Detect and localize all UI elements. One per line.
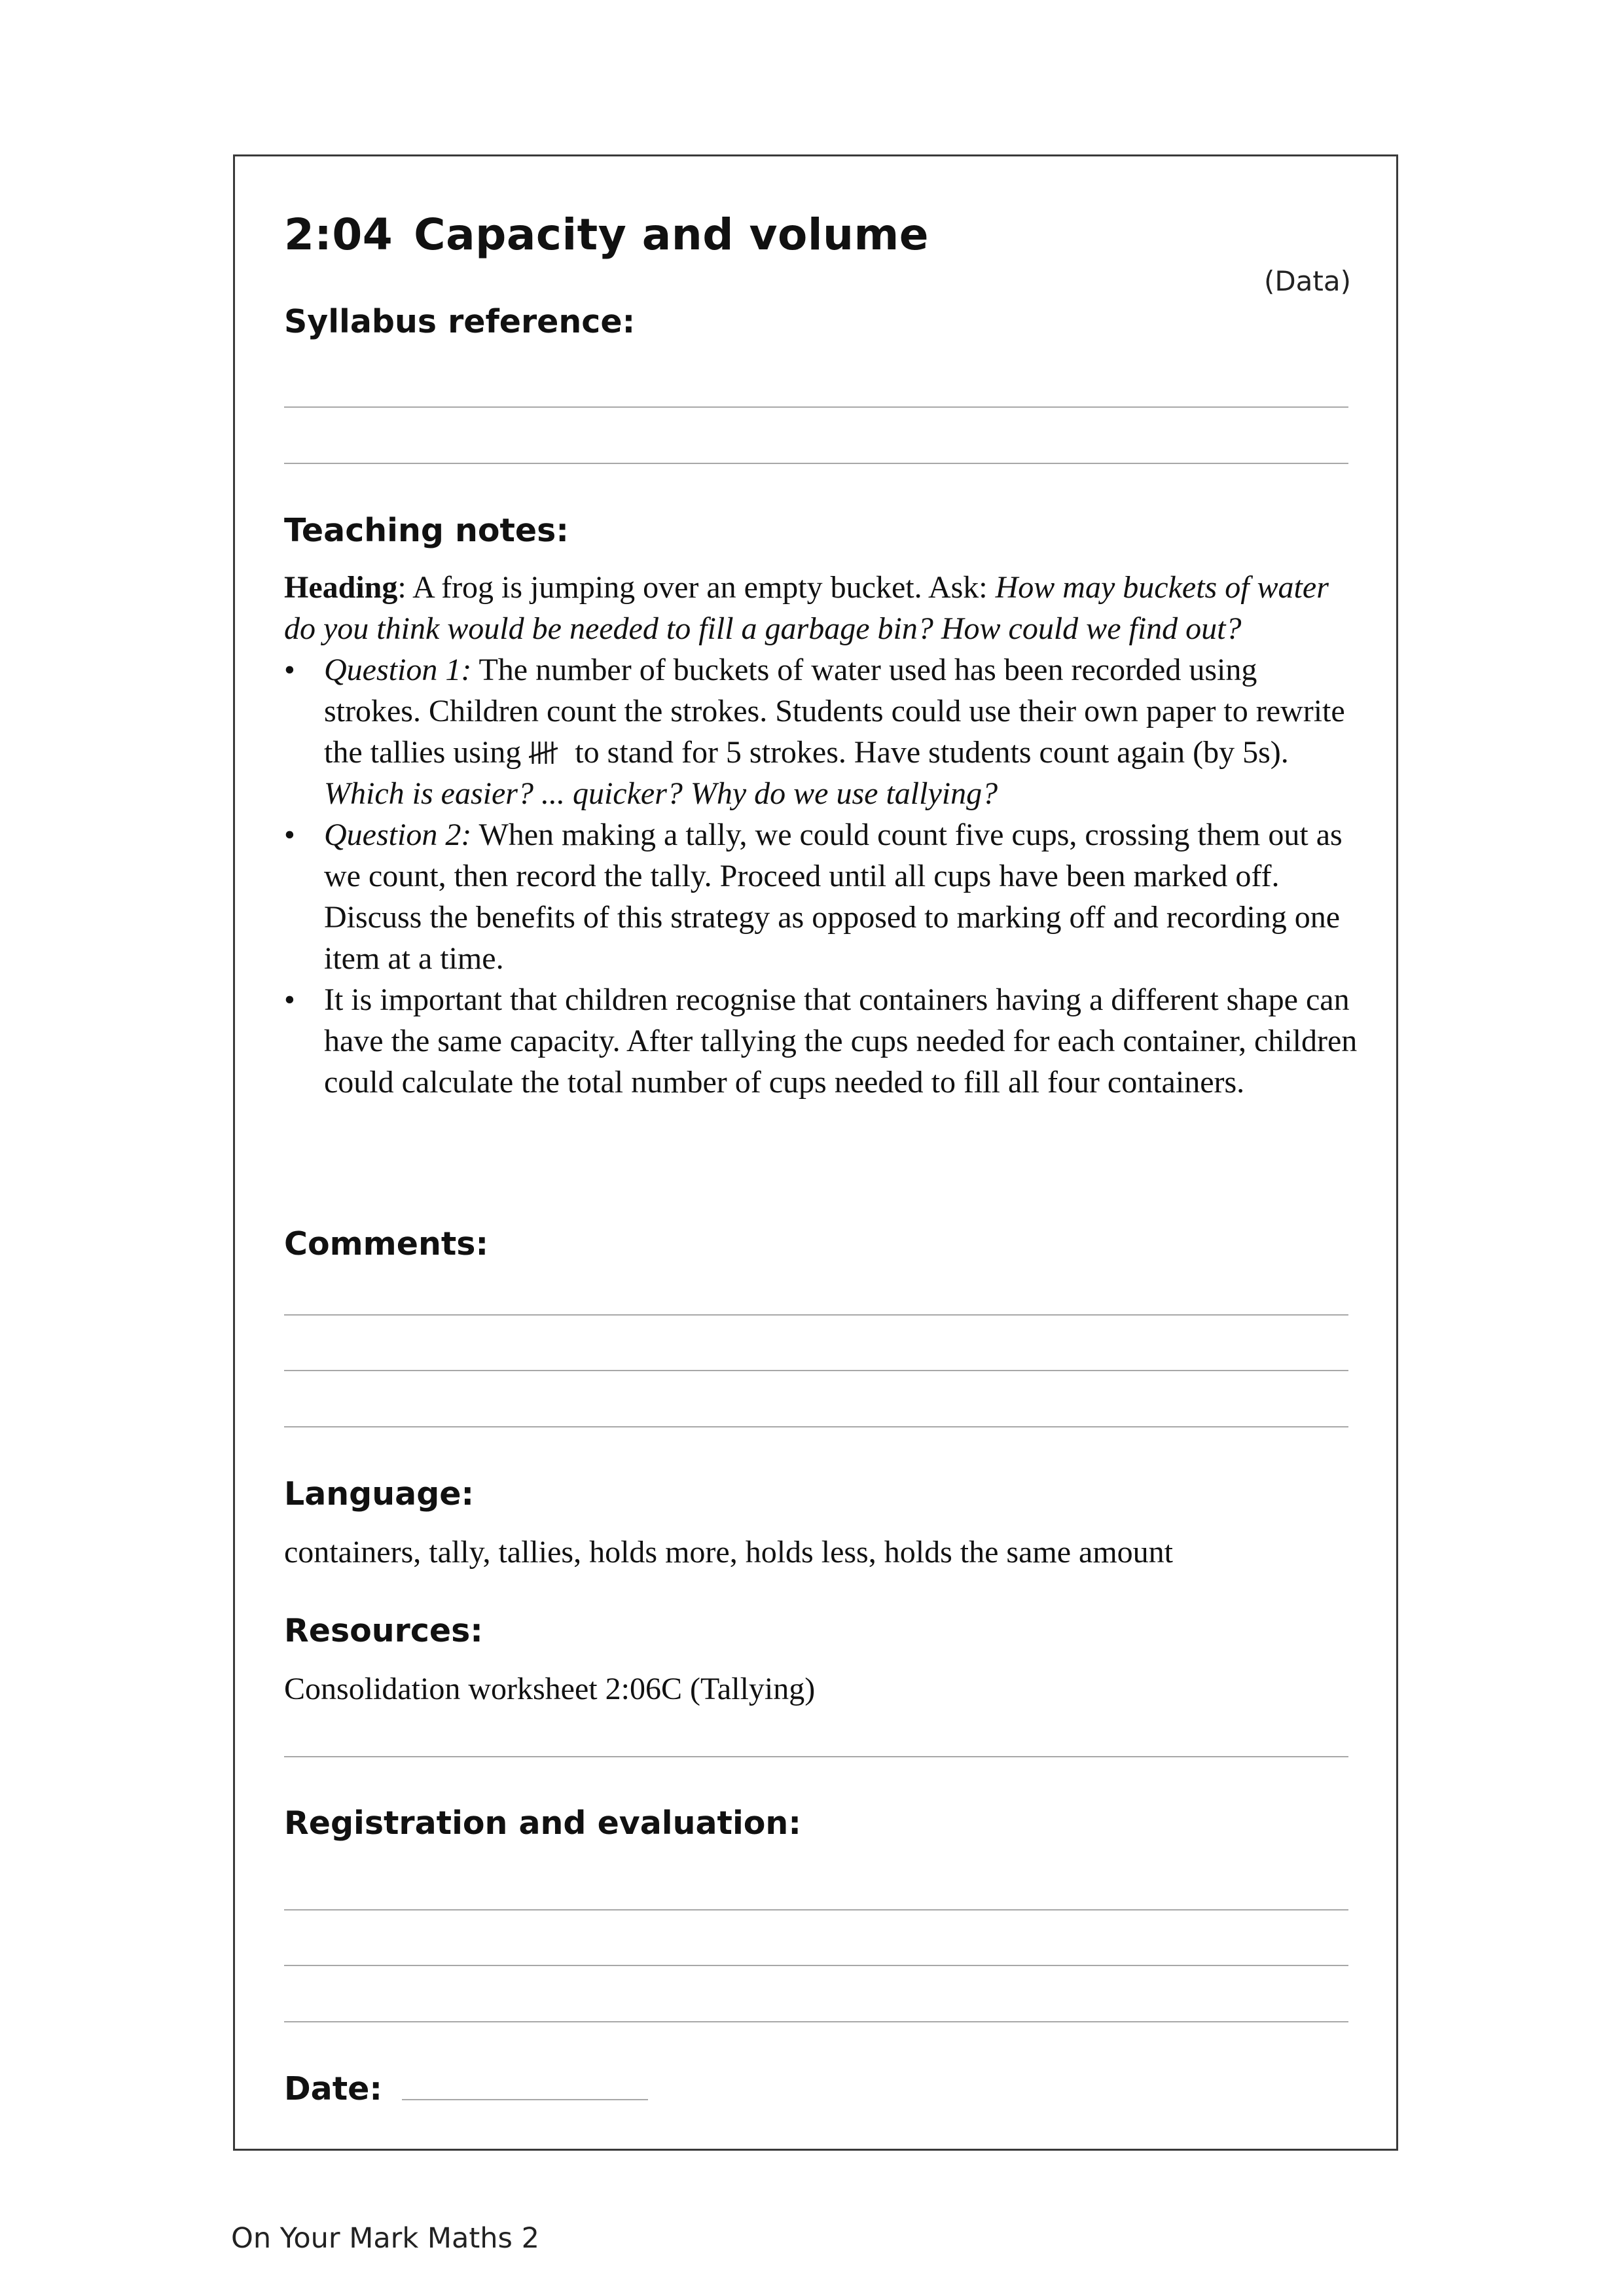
date-input-line[interactable]	[402, 2099, 648, 2100]
language-text: containers, tally, tallies, holds more, holds less, holds the same amount	[284, 1535, 1173, 1570]
teaching-notes-body	[284, 567, 1358, 1103]
question-2-label: Question 2:	[324, 817, 472, 852]
question-1-question: Which is easier? ... quicker? Why do we use tallying?	[324, 776, 998, 811]
resources-heading: Resources:	[284, 1612, 483, 1649]
lesson-title: Capacity and volume	[414, 209, 929, 260]
five-tally-icon	[529, 740, 563, 765]
strand-tag: (Data)	[1263, 265, 1351, 297]
date-label: Date:	[284, 2070, 382, 2108]
comments-heading: Comments:	[284, 1225, 489, 1263]
lesson-code: 2:04	[284, 209, 393, 260]
page-footer: On Your Mark Maths 2	[231, 2222, 539, 2255]
registration-line-3[interactable]	[284, 2021, 1348, 2022]
heading-note	[284, 567, 1358, 649]
registration-line-2[interactable]	[284, 1965, 1348, 1966]
bullet-icon: •	[284, 817, 295, 852]
capacity-note-text: It is important that children recognise that containers having a different shape can have the same capacity. After tallying the cups needed for each container, children could calculate the total number of cups needed to fill all four containers.	[324, 982, 1358, 1100]
list-item	[284, 649, 1358, 814]
list-item	[284, 814, 1358, 979]
syllabus-line-2[interactable]	[284, 463, 1348, 464]
page-frame	[233, 154, 1398, 2151]
resources-text: Consolidation worksheet 2:06C (Tallying)	[284, 1672, 816, 1706]
syllabus-heading: Syllabus reference:	[284, 303, 636, 340]
resources-line[interactable]	[284, 1756, 1348, 1757]
page-title	[284, 209, 929, 260]
bullet-icon: •	[284, 982, 295, 1017]
registration-line-1[interactable]	[284, 1909, 1348, 1910]
teaching-notes-heading: Teaching notes:	[284, 512, 569, 549]
bullet-icon: •	[284, 653, 295, 687]
comments-line-2[interactable]	[284, 1370, 1348, 1371]
question-1-text-b: to stand for 5 strokes. Have students count again (by 5s).	[567, 735, 1289, 770]
heading-note-text: : A frog is jumping over an empty bucket. Ask:	[397, 570, 996, 605]
list-item	[284, 979, 1358, 1103]
question-1-label: Question 1:	[324, 653, 472, 687]
heading-note-question: How may buckets of water do you think would be needed to fill a garbage bin? How could we find out?	[284, 570, 1329, 646]
question-1-text-a: The number of buckets of water used has been recorded using strokes. Children count the strokes. Students could use their own paper to rewrite the tallies using	[324, 653, 1345, 770]
question-2-text: When making a tally, we could count five cups, crossing them out as we count, then record the tally. Proceed until all cups have been marked off. Discuss the benefits of this strategy as opposed to marking off and recording one item at a time.	[324, 817, 1343, 976]
language-heading: Language:	[284, 1475, 475, 1513]
heading-note-label: Heading	[284, 570, 398, 605]
registration-heading: Registration and evaluation:	[284, 1804, 801, 1842]
comments-line-1[interactable]	[284, 1314, 1348, 1316]
comments-line-3[interactable]	[284, 1426, 1348, 1427]
notes-list	[284, 649, 1358, 1103]
syllabus-line-1[interactable]	[284, 406, 1348, 408]
